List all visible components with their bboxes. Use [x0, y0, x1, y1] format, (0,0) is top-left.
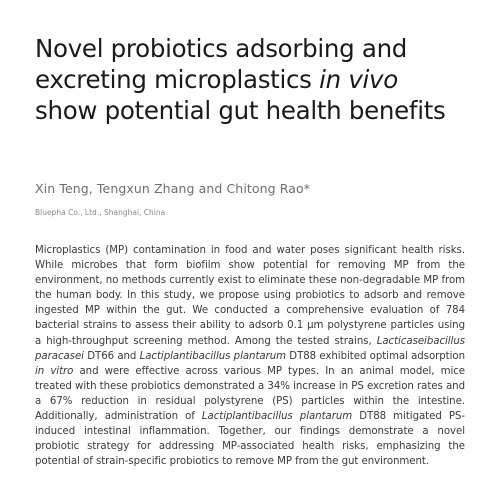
affiliation: Bluepha Co., Ltd., Shanghai, China [35, 208, 166, 217]
abstract-body [35, 243, 465, 469]
species-name: Lactiplantibacillus plantarum [201, 411, 353, 423]
title-text-part1: Novel probiotics adsorbing and excreting microplastics [35, 34, 408, 94]
species-name: Lactiplantibacillus plantarum [139, 350, 287, 362]
abstract-segment: DT88 exhibited optimal adsorption [286, 350, 465, 362]
title-text-part2: show potential gut health benefits [35, 96, 446, 125]
title-text-italic: in vivo [319, 65, 398, 94]
abstract-segment: and were effective across various MP types. In an animal model, mice treated with these probiotics demonstrated a 34% increase in PS excretion rates and a 67% reduction in residual polystyrene (PS) particles within the intestine. Additionally, administration of [35, 365, 466, 423]
author-list: Xin Teng, Tengxun Zhang and Chitong Rao* [35, 181, 311, 196]
latin-term: in vitro [35, 365, 74, 377]
paper-title [35, 33, 465, 126]
abstract-segment: Microplastics (MP) contamination in food and water poses significant health risks. While microbes that form biofilm show potential for removing MP from the environment, no methods currently exist to eliminate these non-degradable MP from the human body. In this study, we propose using probiotics to adsorb and remove ingested MP within the gut. We conducted a comprehensive evaluation of 784 bacterial strains to assess their ability to adsorb 0.1 μm polystyrene particles using a high-throughput screening method. Among the tested strains, [35, 245, 465, 347]
abstract-segment: DT66 and [83, 350, 140, 362]
species-name: Lacticaseibacillus paracasei [35, 335, 465, 362]
abstract-segment: DT88 mitigated PS-induced intestinal inflammation. Together, our findings demonstrate a novel probiotic strategy for addressing MP-associated health risks, emphasizing the potential of strain-specific probiotics to remove MP from the gut environment. [35, 411, 465, 468]
